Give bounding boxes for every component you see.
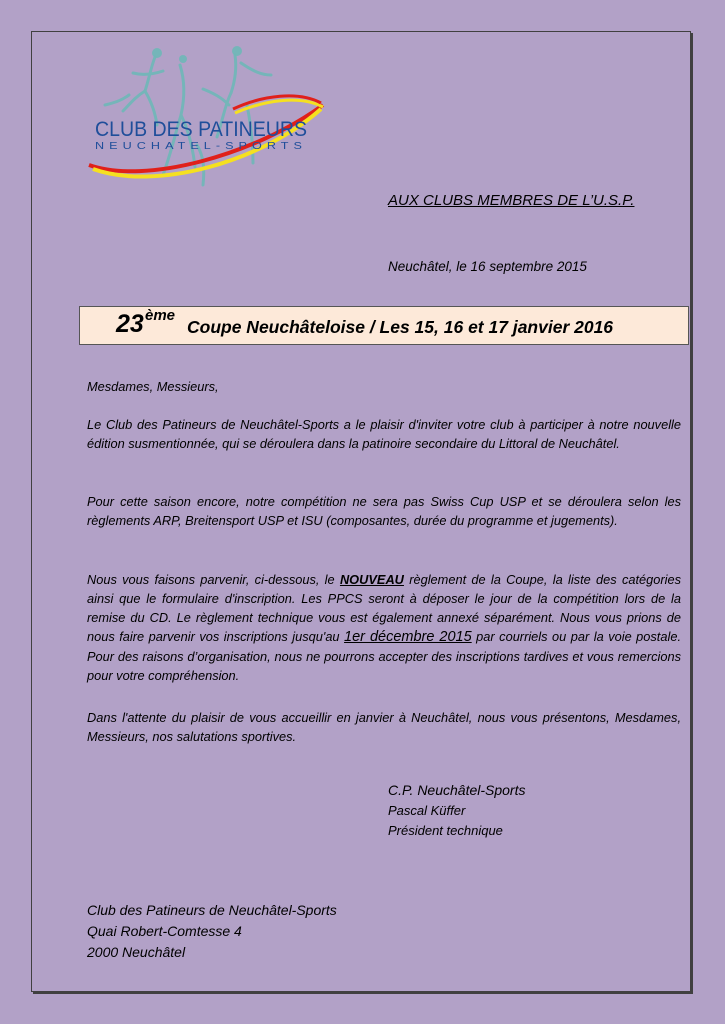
salutation: Mesdames, Messieurs, [87, 379, 219, 394]
new-emphasis: NOUVEAU [339, 572, 404, 587]
edition-suffix: ème [145, 307, 176, 324]
signature-role: Président technique [388, 823, 503, 838]
letter-date: Neuchâtel, le 16 septembre 2015 [388, 259, 587, 274]
paragraph-documents [87, 570, 681, 685]
club-logo [85, 45, 325, 195]
recipient-line: AUX CLUBS MEMBRES DE L’U.S.P. [388, 192, 635, 209]
edition-number: 23 [116, 310, 144, 338]
logo-title: CLUB DES PATINEURS [95, 118, 307, 141]
address-line-2: Quai Robert-Comtesse 4 [87, 923, 242, 939]
signature-organization: C.P. Neuchâtel-Sports [388, 782, 526, 798]
paragraph-closing: Dans l'attente du plaisir de vous accueillir en janvier à Neuchâtel, nous vous présentons, Mesdames, Messieurs, nos salutations sportives. [87, 710, 681, 744]
paragraph-documents-part1: Nous vous faisons parvenir, ci-dessous, le [87, 572, 340, 587]
logo-subtitle: NEUCHATEL-SPORTS [95, 141, 307, 152]
event-banner [79, 306, 689, 345]
skaters-logo-icon [85, 45, 325, 195]
signature-name: Pascal Küffer [388, 803, 466, 818]
paragraph-rules: Pour cette saison encore, notre compétition ne sera pas Swiss Cup USP et se déroulera selon les règlements ARP, Breitensport USP et ISU (composantes, durée du programme et jugements). [87, 494, 681, 528]
registration-deadline: 1er décembre 2015 [344, 629, 472, 645]
address-line-3: 2000 Neuchâtel [87, 944, 186, 960]
paragraph-documents-part2: règlement de la Coupe, la liste des catégories ainsi que le formulaire d'inscription. Les PPCS seront à déposer le jour de la compétition lors de la remise du CD. Le règlement technique vous est également annexé séparément. Nous vous prions de nous faire parvenir vos inscriptions jusqu'au [87, 572, 681, 644]
paragraph-documents-part3: par courriels ou par la voie postale. Pour des raisons d’organisation, nous ne pourrons accepter des inscriptions tardives et vous remercions pour votre compréhension. [87, 629, 681, 683]
event-title: Coupe Neuchâteloise / Les 15, 16 et 17 janvier 2016 [187, 317, 614, 337]
address-line-1: Club des Patineurs de Neuchâtel-Sports [87, 902, 337, 918]
paragraph-invitation: Le Club des Patineurs de Neuchâtel-Sports a le plaisir d'inviter votre club à participer à notre nouvelle édition susmentionnée, qui se déroulera dans la patinoire secondaire du Littoral de Neuchâtel. [87, 417, 681, 451]
